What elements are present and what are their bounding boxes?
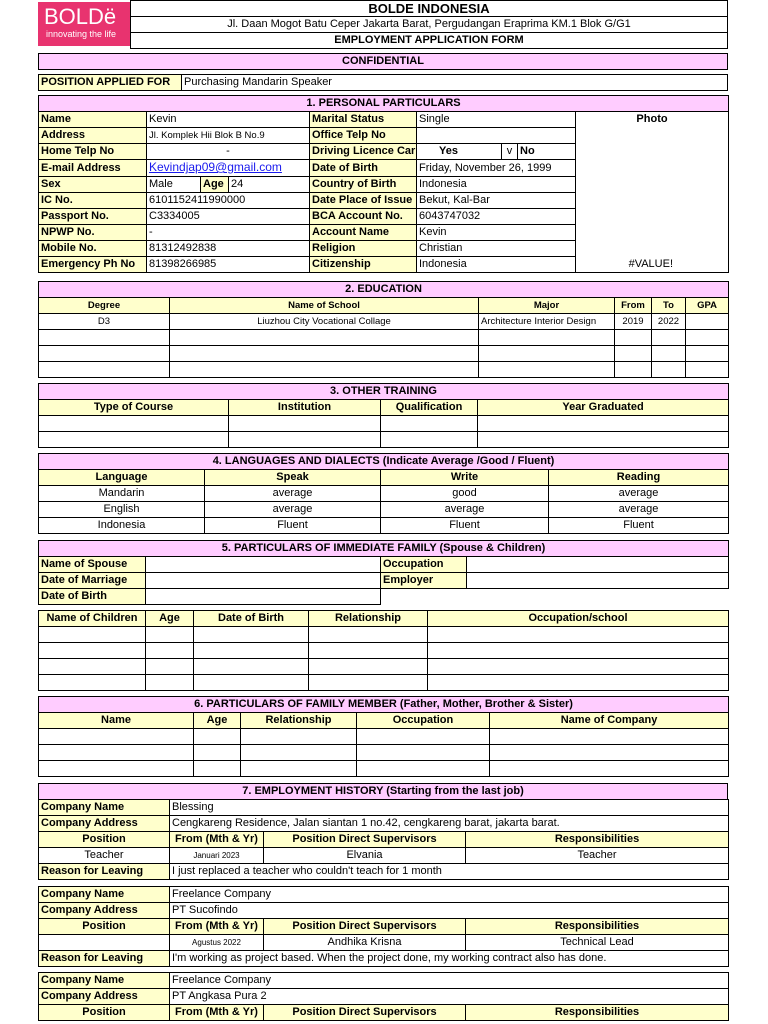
home-telp-label: Home Telp No xyxy=(39,144,147,160)
company-address-label: Company Address xyxy=(39,989,170,1005)
position-value: Purchasing Mandarin Speaker xyxy=(182,75,728,91)
children-header-relationship: Relationship xyxy=(309,611,428,627)
job-block-1 xyxy=(38,799,729,880)
from-header: From (Mth & Yr) xyxy=(170,919,264,935)
table-row xyxy=(39,416,729,432)
edu-header-gpa: GPA xyxy=(686,298,729,314)
marriage-label: Date of Marriage xyxy=(39,573,146,589)
npwp-value: - xyxy=(147,225,310,241)
emergency-label: Emergency Ph No xyxy=(39,257,147,273)
religion-value: Christian xyxy=(417,241,576,257)
company-address-value: Cengkareng Residence, Jalan siantan 1 no.42, cengkareng barat, jakarta barat. xyxy=(170,816,729,832)
religion-label: Religion xyxy=(310,241,417,257)
passport-value: C3334005 xyxy=(147,209,310,225)
npwp-label: NPWP No. xyxy=(39,225,147,241)
table-row xyxy=(39,761,729,777)
company-address: Jl. Daan Mogot Batu Ceper Jakarta Barat, Pergudangan Eraprima KM.1 Blok G/G1 xyxy=(131,17,728,33)
training-section-title: 3. OTHER TRAINING xyxy=(39,384,729,400)
company-address-value: PT Angkasa Pura 2 xyxy=(170,989,729,1005)
lang-header-reading: Reading xyxy=(549,470,729,486)
emergency-value: 81398266985 xyxy=(147,257,310,273)
lang-name: Mandarin xyxy=(39,486,205,502)
fm-header-age: Age xyxy=(194,713,241,729)
blank-cell xyxy=(381,589,729,605)
position-header: Position xyxy=(39,1005,170,1021)
spouse-value xyxy=(146,557,381,573)
occupation-value xyxy=(467,557,729,573)
licence-yes: Yes xyxy=(417,144,502,160)
mobile-value: 81312492838 xyxy=(147,241,310,257)
lang-header-write: Write xyxy=(381,470,549,486)
lang-name: English xyxy=(39,502,205,518)
responsibilities-header: Responsibilities xyxy=(466,832,729,848)
mobile-label: Mobile No. xyxy=(39,241,147,257)
company-name-label: Company Name xyxy=(39,973,170,989)
fm-header-occupation: Occupation xyxy=(357,713,490,729)
table-row xyxy=(39,659,729,675)
office-telp-label: Office Telp No xyxy=(310,128,417,144)
lang-speak: average xyxy=(205,486,381,502)
children-header-occupation: Occupation/school xyxy=(428,611,729,627)
email-value xyxy=(147,160,310,177)
lang-name: Indonesia xyxy=(39,518,205,534)
lang-header-speak: Speak xyxy=(205,470,381,486)
personal-section-title: 1. PERSONAL PARTICULARS xyxy=(39,96,729,112)
supervisor-value: Elvania xyxy=(264,848,466,864)
responsibilities-value: Teacher xyxy=(466,848,729,864)
confidential-banner xyxy=(38,53,728,70)
responsibilities-header: Responsibilities xyxy=(466,919,729,935)
from-value: Januari 2023 xyxy=(170,848,264,864)
edu-header-degree: Degree xyxy=(39,298,170,314)
company-name: BOLDE INDONESIA xyxy=(131,1,728,17)
edu-to: 2022 xyxy=(652,314,686,330)
education-table xyxy=(38,281,729,378)
fm-header-relationship: Relationship xyxy=(241,713,357,729)
citizenship-label: Citizenship xyxy=(310,257,417,273)
supervisor-header: Position Direct Supervisors xyxy=(264,832,466,848)
reason-label: Reason for Leaving xyxy=(39,951,170,967)
value-error: #VALUE! xyxy=(628,258,674,270)
form-header xyxy=(130,0,728,49)
lang-write: Fluent xyxy=(381,518,549,534)
responsibilities-value: Technical Lead xyxy=(466,935,729,951)
training-header-type: Type of Course xyxy=(39,400,229,416)
from-header: From (Mth & Yr) xyxy=(170,1005,264,1021)
company-name-value: Freelance Company xyxy=(170,973,729,989)
age-value: 24 xyxy=(229,177,310,193)
from-value: Agustus 2022 xyxy=(170,935,264,951)
company-address-label: Company Address xyxy=(39,903,170,919)
spouse-dob-label: Date of Birth xyxy=(39,589,146,605)
ic-label: IC No. xyxy=(39,193,147,209)
family-member-section-title: 6. PARTICULARS OF FAMILY MEMBER (Father, Mother, Brother & Sister) xyxy=(39,697,729,713)
supervisor-value: Andhika Krisna xyxy=(264,935,466,951)
position-value: Teacher xyxy=(39,848,170,864)
supervisor-header: Position Direct Supervisors xyxy=(264,1005,466,1021)
education-section-title: 2. EDUCATION xyxy=(39,282,729,298)
lang-speak: average xyxy=(205,502,381,518)
form-title: EMPLOYMENT APPLICATION FORM xyxy=(131,33,728,49)
languages-table xyxy=(38,453,729,534)
fm-header-name: Name xyxy=(39,713,194,729)
address-value: Jl. Komplek Hii Blok B No.9 xyxy=(147,128,310,144)
table-row xyxy=(39,432,729,448)
table-row xyxy=(39,675,729,691)
reason-value: I'm working as project based. When the project done, my working contract also has done. xyxy=(170,951,729,967)
company-name-label: Company Name xyxy=(39,887,170,903)
ic-value: 6101152411990000 xyxy=(147,193,310,209)
job-block-3 xyxy=(38,972,729,1021)
reason-label: Reason for Leaving xyxy=(39,864,170,880)
table-row xyxy=(39,729,729,745)
bca-label: BCA Account No. xyxy=(310,209,417,225)
name-value: Kevin xyxy=(147,112,310,128)
marital-label: Marital Status xyxy=(310,112,417,128)
employment-title-bar xyxy=(38,783,728,800)
sex-label: Sex xyxy=(39,177,147,193)
logo-text: BOLDë xyxy=(44,4,117,29)
employment-section-title: 7. EMPLOYMENT HISTORY (Starting from the last job) xyxy=(39,784,728,800)
company-address-label: Company Address xyxy=(39,816,170,832)
account-name-value: Kevin xyxy=(417,225,576,241)
table-row xyxy=(39,346,729,362)
company-address-value: PT Sucofindo xyxy=(170,903,729,919)
children-header-name: Name of Children xyxy=(39,611,146,627)
position-label: POSITION APPLIED FOR xyxy=(39,75,182,91)
email-link[interactable]: Kevindjap09@gmail.com xyxy=(149,160,282,174)
company-logo xyxy=(38,2,130,46)
edu-major: Architecture Interior Design xyxy=(479,314,615,330)
licence-check: v xyxy=(502,144,518,160)
training-header-year: Year Graduated xyxy=(478,400,729,416)
dob-label: Date of Birth xyxy=(310,160,417,177)
home-telp-value: - xyxy=(147,144,310,160)
licence-label: Driving Licence Car xyxy=(310,144,417,160)
dpi-value: Bekut, Kal-Bar xyxy=(417,193,576,209)
logo-tagline: innovating the life xyxy=(46,29,117,39)
position-header: Position xyxy=(39,832,170,848)
table-row xyxy=(39,627,729,643)
children-header-age: Age xyxy=(146,611,194,627)
company-name-label: Company Name xyxy=(39,800,170,816)
reason-value: I just replaced a teacher who couldn't teach for 1 month xyxy=(170,864,729,880)
from-header: From (Mth & Yr) xyxy=(170,832,264,848)
lang-reading: average xyxy=(549,486,729,502)
table-row xyxy=(39,330,729,346)
citizenship-value: Indonesia xyxy=(417,257,576,273)
edu-from: 2019 xyxy=(615,314,652,330)
edu-gpa xyxy=(686,314,729,330)
lang-header-language: Language xyxy=(39,470,205,486)
position-header: Position xyxy=(39,919,170,935)
sex-value: Male xyxy=(147,177,201,193)
table-row xyxy=(39,486,729,502)
edu-header-major: Major xyxy=(479,298,615,314)
table-row xyxy=(39,643,729,659)
address-label: Address xyxy=(39,128,147,144)
position-value xyxy=(39,935,170,951)
email-label: E-mail Address xyxy=(39,160,147,177)
edu-header-school: Name of School xyxy=(170,298,479,314)
table-row xyxy=(39,745,729,761)
family-section-title: 5. PARTICULARS OF IMMEDIATE FAMILY (Spouse & Children) xyxy=(39,541,729,557)
employer-label: Employer xyxy=(381,573,467,589)
cob-label: Country of Birth xyxy=(310,177,417,193)
responsibilities-header: Responsibilities xyxy=(466,1005,729,1021)
immediate-family-table xyxy=(38,540,729,605)
confidential-label: CONFIDENTIAL xyxy=(39,54,728,70)
edu-header-from: From xyxy=(615,298,652,314)
name-label: Name xyxy=(39,112,147,128)
table-row xyxy=(39,362,729,378)
edu-header-to: To xyxy=(652,298,686,314)
company-name-value: Blessing xyxy=(170,800,729,816)
age-label: Age xyxy=(201,177,229,193)
edu-school: Liuzhou City Vocational Collage xyxy=(170,314,479,330)
fm-header-company: Name of Company xyxy=(490,713,729,729)
lang-write: good xyxy=(381,486,549,502)
family-member-table xyxy=(38,696,729,777)
account-name-label: Account Name xyxy=(310,225,417,241)
table-row xyxy=(39,518,729,534)
languages-section-title: 4. LANGUAGES AND DIALECTS (Indicate Average /Good / Fluent) xyxy=(39,454,729,470)
occupation-label: Occupation xyxy=(381,557,467,573)
bca-value: 6043747032 xyxy=(417,209,576,225)
passport-label: Passport No. xyxy=(39,209,147,225)
lang-reading: Fluent xyxy=(549,518,729,534)
cob-value: Indonesia xyxy=(417,177,576,193)
dob-value: Friday, November 26, 1999 xyxy=(417,160,576,177)
personal-particulars-table xyxy=(38,95,729,273)
lang-speak: Fluent xyxy=(205,518,381,534)
lang-reading: average xyxy=(549,502,729,518)
spouse-dob-value xyxy=(146,589,381,605)
spouse-label: Name of Spouse xyxy=(39,557,146,573)
table-row xyxy=(39,502,729,518)
company-name-value: Freelance Company xyxy=(170,887,729,903)
edu-degree: D3 xyxy=(39,314,170,330)
position-applied-row xyxy=(38,74,728,91)
job-block-2 xyxy=(38,886,729,967)
dpi-label: Date Place of Issue xyxy=(310,193,417,209)
supervisor-header: Position Direct Supervisors xyxy=(264,919,466,935)
training-table xyxy=(38,383,729,448)
marital-value: Single xyxy=(417,112,576,128)
training-header-institution: Institution xyxy=(229,400,381,416)
children-header-dob: Date of Birth xyxy=(194,611,309,627)
photo-box xyxy=(576,112,729,273)
licence-no: No xyxy=(518,144,576,160)
children-table xyxy=(38,610,729,691)
employer-value xyxy=(467,573,729,589)
table-row xyxy=(39,314,729,330)
training-header-qualification: Qualification xyxy=(381,400,478,416)
lang-write: average xyxy=(381,502,549,518)
office-telp-value xyxy=(417,128,576,144)
marriage-value xyxy=(146,573,381,589)
photo-label: Photo xyxy=(636,113,668,125)
